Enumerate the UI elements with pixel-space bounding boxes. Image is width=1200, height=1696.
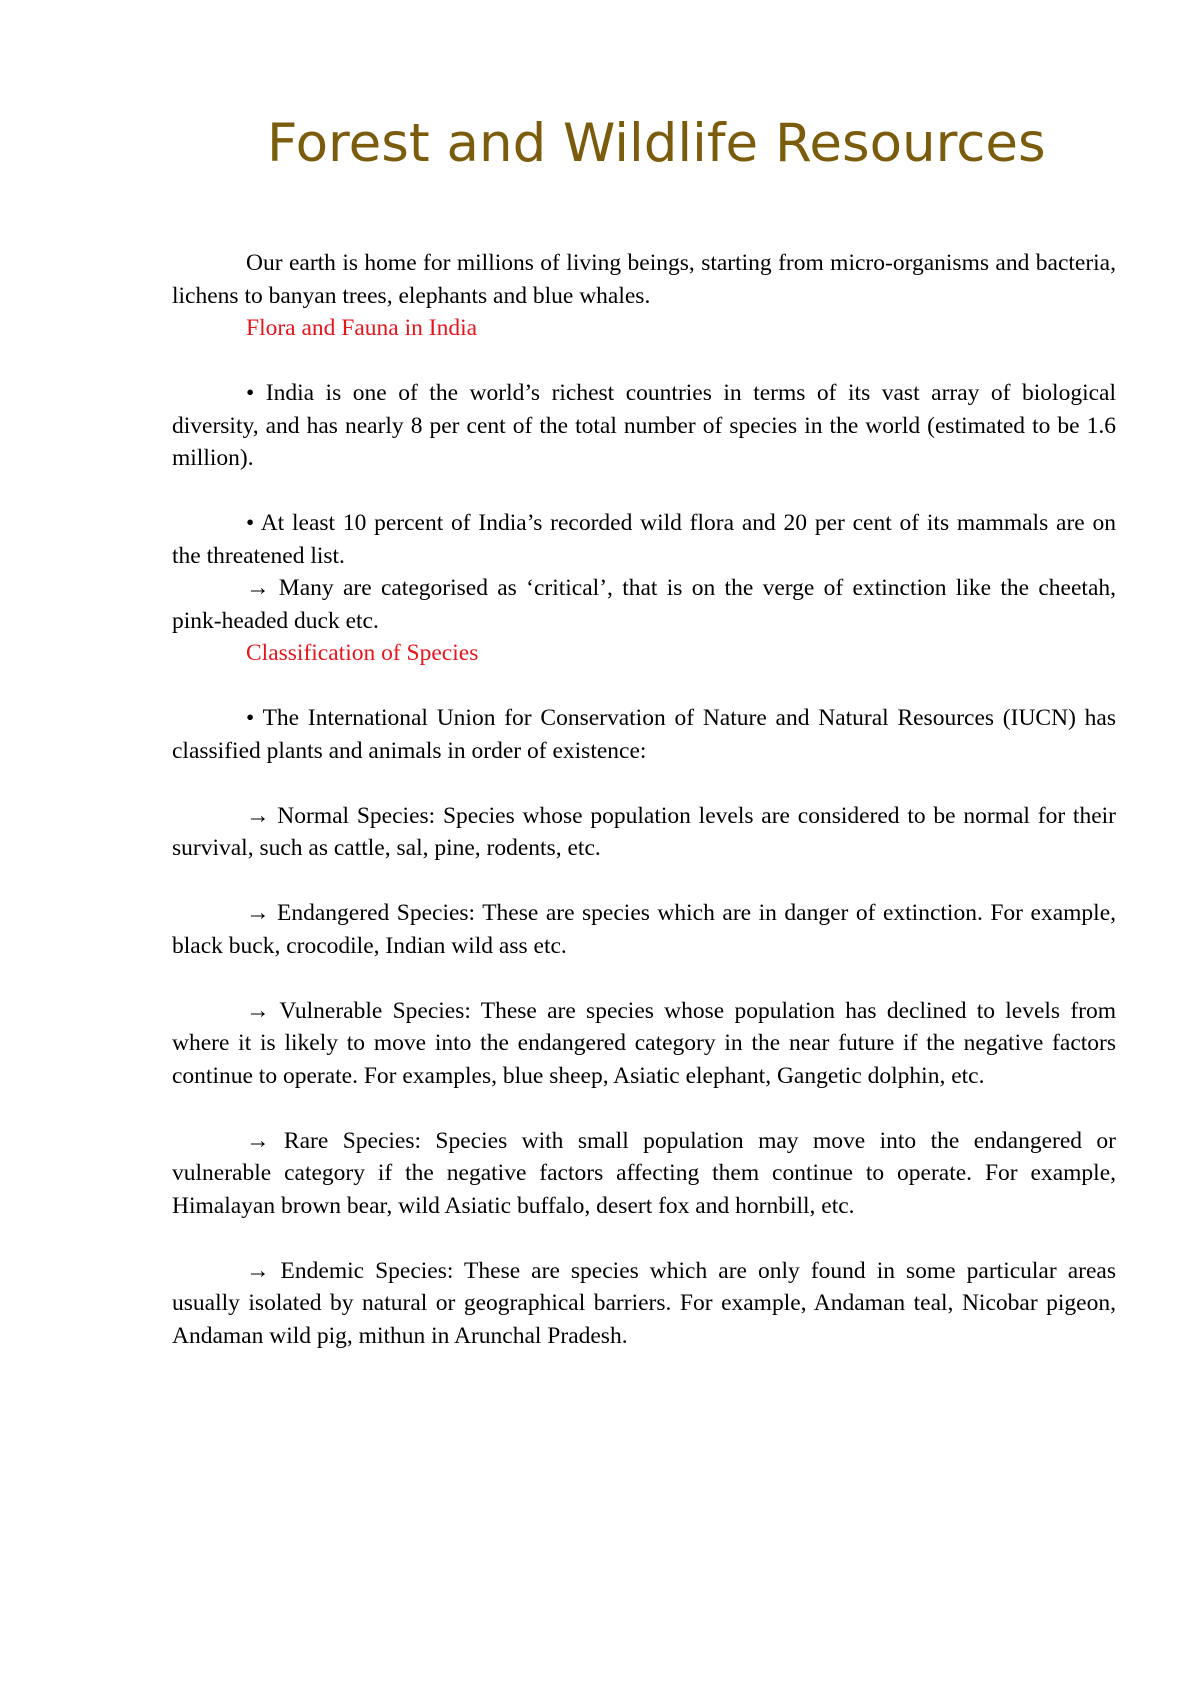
section-heading-flora-fauna: Flora and Fauna in India bbox=[246, 315, 478, 341]
paragraph-normal-species: → Normal Species: Species whose population levels are considered to be normal for their survival, such as cattle, sal, pine, rodents, etc. bbox=[172, 802, 1116, 861]
paragraph-vulnerable-species: → Vulnerable Species: These are species whose population has declined to levels from where it is likely to move into the endangered category in the near future if the negative factors continue to operate. For examples, blue sheep, Asiatic elephant, Gangetic dolphin, etc. bbox=[172, 997, 1116, 1089]
paragraph-critical-species: → Many are categorised as ‘critical’, that is on the verge of extinction like the cheetah, pink-headed duck etc. bbox=[172, 575, 1116, 634]
intro-paragraph: Our earth is home for millions of living beings, starting from micro-organisms and bacteria, lichens to banyan trees, elephants and blue whales. bbox=[172, 250, 1116, 309]
paragraph-biodiversity: • India is one of the world’s richest countries in terms of its vast array of biological diversity, and has nearly 8 per cent of the total number of species in the world (estimated to be 1.6 million). bbox=[172, 380, 1116, 471]
section-heading-classification: Classification of Species bbox=[246, 640, 479, 666]
document-body bbox=[172, 247, 1116, 1352]
paragraph-endangered-species: → Endangered Species: These are species which are in danger of extinction. For example, black buck, crocodile, Indian wild ass etc. bbox=[172, 900, 1116, 959]
paragraph-threatened-list: • At least 10 percent of India’s recorded wild flora and 20 per cent of its mammals are on the threatened list. bbox=[172, 510, 1116, 569]
page-title: Forest and Wildlife Resources bbox=[267, 113, 1046, 174]
paragraph-endemic-species: → Endemic Species: These are species which are only found in some particular areas usually isolated by natural or geographical barriers. For example, Andaman teal, Nicobar pigeon, Andaman wild pig, mithun in Arunchal Pradesh. bbox=[172, 1257, 1116, 1349]
paragraph-rare-species: → Rare Species: Species with small population may move into the endangered or vulnerable category if the negative factors affecting them continue to operate. For example, Himalayan brown bear, wild Asiatic buffalo, desert fox and hornbill, etc. bbox=[172, 1127, 1116, 1219]
paragraph-iucn: • The International Union for Conservation of Nature and Natural Resources (IUCN) has classified plants and animals in order of existence: bbox=[172, 705, 1116, 764]
